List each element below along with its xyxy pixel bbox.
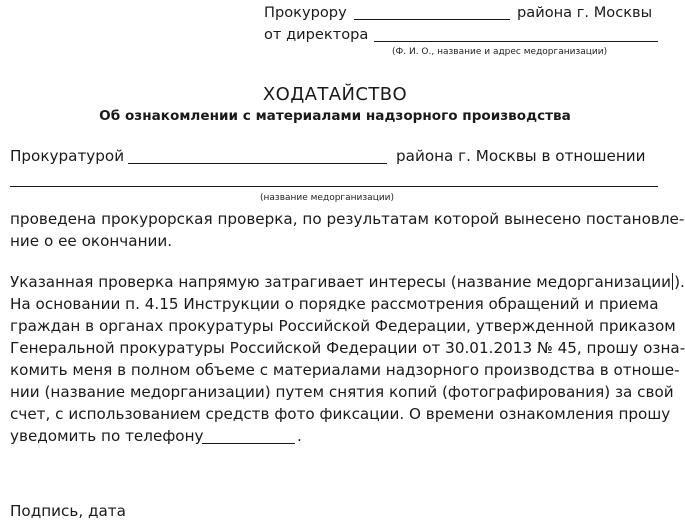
paragraph-2-line-6: нии (название медорганизации) путем снятия копий (фотографирования) за свой — [10, 383, 674, 401]
document-subtitle: Об ознакомлении с материалами надзорного производства — [99, 108, 571, 124]
paragraph-2-line-2: На основании п. 4.15 Инструкции о порядке рассмотрения обращений и приема — [10, 295, 659, 313]
last-line-text: уведомить по телефону — [10, 427, 204, 445]
org-name-blank — [10, 186, 658, 187]
org-hint: (название медорганизации) — [260, 193, 395, 203]
prokuroru-label: Прокурору — [264, 4, 347, 21]
paragraph-2-line-4: Генеральной прокуратуры Российской Федерации от 30.01.2013 № 45, прошу озна- — [10, 339, 685, 357]
text-cursor — [672, 273, 673, 290]
paragraph-1-line-2: ние о ее окончании. — [10, 232, 173, 250]
paragraph-2-line-7: счет, с использованием средств фото фиксации. О времени ознакомления прошу — [10, 405, 671, 423]
paragraph-2-line-3: граждан в органах прокуратуры Российской Федерации, утвержденной приказом — [10, 317, 676, 335]
rayona-otnoshenii-label: района г. Москвы в отношении — [396, 147, 646, 165]
prokuraturoy-label: Прокуратурой — [10, 147, 125, 165]
prokuratura-blank — [128, 163, 387, 164]
phone-blank — [202, 443, 295, 444]
rayona-label: района г. Москвы — [517, 4, 653, 21]
director-hint: (Ф. И. О., название и адрес медорганизации) — [392, 47, 608, 57]
paragraph-2-line-5: комить меня в полном объеме с материалами надзорного производства в отноше- — [10, 361, 680, 379]
paragraph-2-line-1-end: ). — [674, 273, 685, 291]
last-line-period: . — [297, 427, 302, 445]
director-blank — [374, 41, 658, 42]
paragraph-1-line-1: проведена прокурорская проверка, по результатам которой вынесено постановле- — [10, 210, 685, 228]
paragraph-2-line-1 — [10, 273, 685, 291]
document-title: ХОДАТАЙСТВО — [262, 84, 408, 105]
signature-date-label: Подпись, дата — [10, 502, 126, 520]
ot-direktora-label: от директора — [264, 26, 369, 43]
paragraph-2-line-1-text: Указанная проверка напрямую затрагивает интересы (название медорганизации — [10, 273, 672, 291]
prokuror-name-blank — [354, 19, 510, 20]
